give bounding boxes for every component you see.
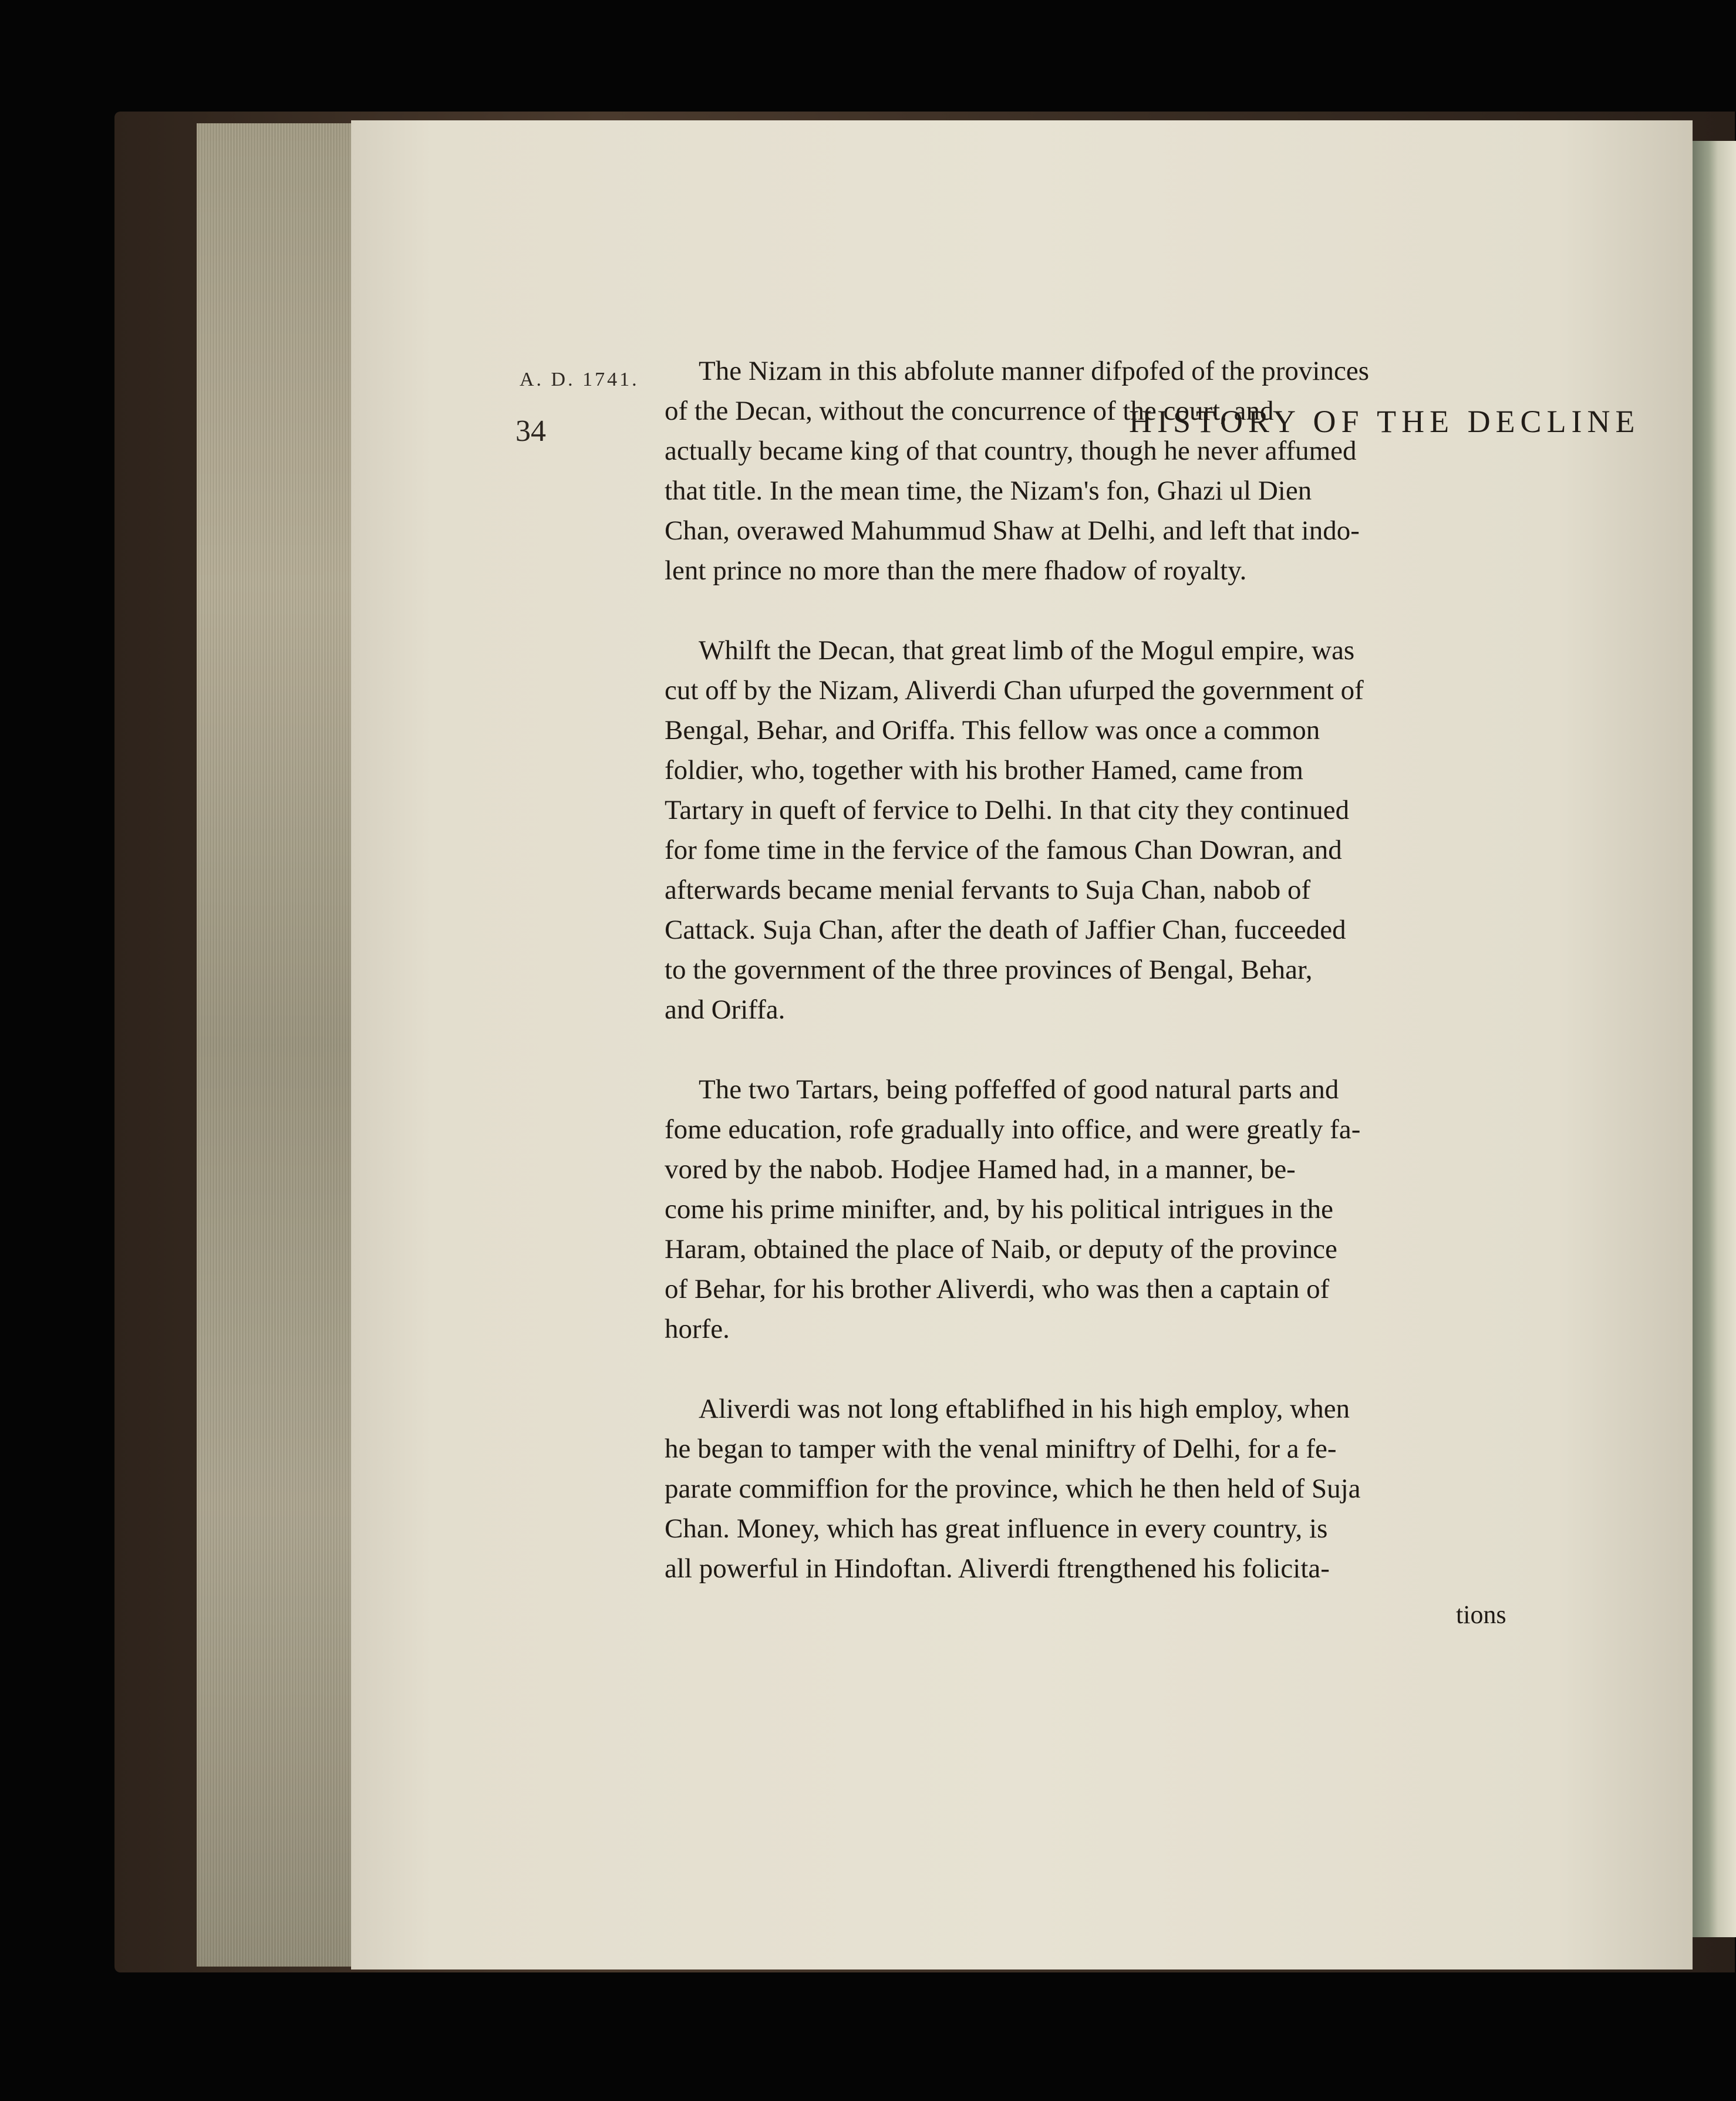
- facing-page-edge: [1691, 141, 1736, 1937]
- paragraph: Whilft the Decan, that great limb of the Mogul empire, was cut off by the Nizam, Aliverdi Chan ufurped the government of Bengal, Behar, and Oriffa. This fellow was once a common foldier, who, together with his brother Hamed, came from Tartary in queft of fervice to Delhi. In that city they continued for fome time in the fervice of the famous Chan Dowran, and afterwards became menial fervants to Suja Chan, nabob of Cattack. Suja Chan, after the death of Jaffier Chan, fucceeded to the government of the three provinces of Bengal, Behar, and Oriffa.: [665, 635, 1364, 1025]
- paragraph: Aliverdi was not long eftablifhed in his high employ, when he began to tamper with the venal miniftry of Delhi, for a fe- parate commiffion for the province, which he then held of Suja Chan. Money, which has great influence in every country, is all powerful in Hindoftan. Aliverdi ftrengthened his folicita-: [665, 1394, 1361, 1584]
- paragraph: The two Tartars, being poffeffed of good natural parts and fome education, rofe gradually into office, and were greatly fa- vored by the nabob. Hodjee Hamed had, in a manner, be- come his prime minifter, and, by his political intrigues in the Haram, obtained the place of Naib, or deputy of the province of Behar, for his brother Aliverdi, who was then a captain of horfe.: [665, 1074, 1361, 1344]
- paragraph: The Nizam in this abfolute manner difpofed of the provinces of the Decan, without the concurrence of the court, and actually became king of that country, though he never affumed that title. In the mean time, the Nizam's fon, Ghazi ul Dien Chan, overawed Mahummud Shaw at Delhi, and left that indo- lent prince no more than the mere fhadow of royalty.: [665, 356, 1369, 586]
- running-title: HISTORY OF THE DECLINE: [1129, 404, 1640, 439]
- body-text: [665, 351, 1519, 1628]
- catchword: tions: [1456, 1600, 1506, 1629]
- page-edges: [197, 123, 355, 1967]
- margin-date-note: A. D. 1741.: [520, 369, 639, 390]
- page-number: 34: [515, 414, 546, 448]
